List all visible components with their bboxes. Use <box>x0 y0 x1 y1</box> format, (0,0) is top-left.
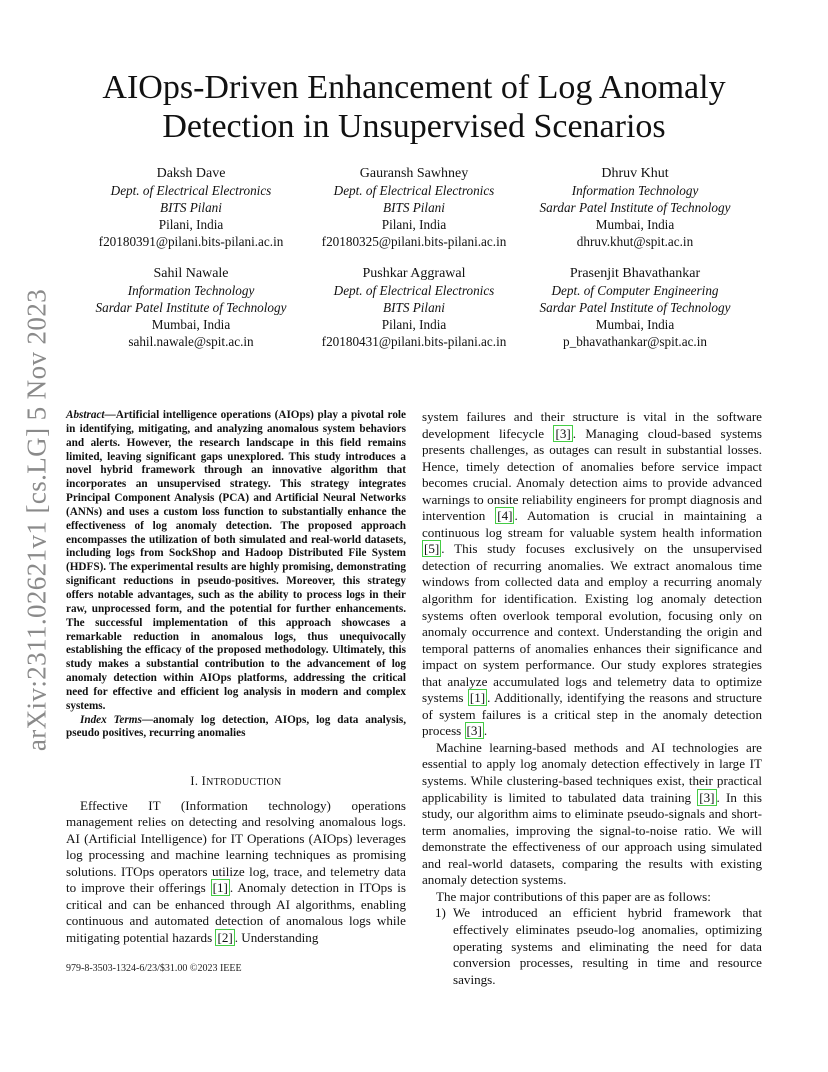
citation-link[interactable]: [4] <box>497 508 513 524</box>
text-run: system failures and their structure is vital in the software development lifecycle <box>422 409 762 441</box>
citation-link[interactable]: [5] <box>424 541 440 557</box>
copyright-footnote: 979-8-3503-1324-6/23/$31.00 ©2023 IEEE <box>66 963 242 974</box>
author-location: Mumbai, India <box>151 317 231 332</box>
author-name: Dhruv Khut <box>601 166 669 181</box>
text-run: . This study focuses exclusively on the unsupervised detection of recurring anomalies. We extract anomalous time windows from collected data and employ a recurring anomaly algorithm for identification. Existing log anomaly detection systems often overlook temporal evolution, focusing only on anomaly occurrence and context. Understanding the origin and temporal patterns of anomalies enhances their significance and impact on system performance. Our study explores strategies that analyze accumulated logs and telemetry data to optimize systems <box>422 541 762 706</box>
author-email[interactable]: f20180431@pilani.bits-pilani.ac.in <box>321 334 507 349</box>
intro-paragraph <box>66 798 406 947</box>
abstract-paragraph <box>66 409 406 714</box>
author-institution: Sardar Patel Institute of Technology <box>539 300 731 315</box>
author-block <box>66 265 316 350</box>
author-email[interactable]: sahil.nawale@spit.ac.in <box>128 334 254 349</box>
author-name: Pushkar Aggrawal <box>362 266 466 281</box>
author-institution: BITS Pilani <box>383 300 445 315</box>
author-name: Daksh Dave <box>156 166 226 181</box>
arxiv-identifier-text: arXiv:2311.02621v1 [cs.LG] 5 Nov 2023 <box>21 288 52 752</box>
author-dept: Dept. of Electrical Electronics <box>333 183 495 198</box>
text-run: . Anomaly detection in ITOps is critical and can be enhanced through AI algorithms, enabling continuous and automated detection of anomalous logs while mitigating potential hazards <box>66 880 406 945</box>
introduction-left-column <box>66 764 406 946</box>
author-institution: BITS Pilani <box>160 200 222 215</box>
text-run: . <box>483 723 488 739</box>
author-email[interactable]: p_bhavathankar@spit.ac.in <box>563 334 707 349</box>
paper-title: AIOps-Driven Enhancement of Log Anomaly Detection in Unsupervised Scenarios <box>102 69 726 145</box>
author-institution: Sardar Patel Institute of Technology <box>95 300 287 315</box>
abstract-label: Abstract <box>66 409 105 421</box>
author-name: Gauransh Sawhney <box>359 166 469 181</box>
list-item <box>422 905 762 988</box>
index-terms-text: —anomaly log detection, AIOps, log data analysis, pseudo positives, recurring anomalies <box>66 713 406 740</box>
author-dept: Information Technology <box>571 183 699 198</box>
author-dept: Information Technology <box>127 283 255 298</box>
section-heading-introduction <box>66 773 406 792</box>
citation-link[interactable]: [3] <box>699 789 715 805</box>
section-number: I. <box>190 774 199 788</box>
text-run: Machine learning-based methods and AI technologies are essential to apply log anomaly detection effectively in large IT systems. While clustering-based techniques exist, their practical applicability is limited to tabulated data training <box>422 739 762 805</box>
text-run: Effective IT (Information technology) operations management relies on detecting and resolving anomalous logs. AI (Artificial Intelligence) for IT Operations (AIOps) leverages log processing and machine learning techniques as promising solutions. ITOps operators utilize log, trace, and telemetry data to improve their offerings <box>66 797 406 896</box>
abstract-text: —Artificial intelligence operations (AIOps) play a pivotal role in identifying, mitigating, and analyzing anomalous system behaviors and alerts. However, the research landscape in this field remains limited, leaving significant gaps unexplored. This study introduces a novel hybrid framework through an innovative algorithm that incorporates an unsupervised strategy. This strategy integrates Principal Component Analysis (PCA) and Artificial Neural Networks (ANNs) and uses a custom loss function to substantially enhance the effectiveness of log anomaly detection. The proposed approach encompasses the utilization of both simulated and real-world datasets, including logs from SockShop and Hadoop Distributed File System (HDFS). The experimental results are highly promising, demonstrating significant reductions in pseudo-positives. Moreover, this strategy offers notable advantages, such as the ability to process logs in their raw, unprocessed form, and the potential for further enhancements. The successful implementation of this approach showcases a remarkable reduction in anomalous logs, thus unequivocally establishing the efficacy of the proposed methodology. Ultimately, this study makes a substantial contribution to the advancement of log anomaly detection within AIOps platforms, addressing the critical need for effective and efficient log analysis in modern and complex systems. <box>66 409 406 712</box>
author-location: Pilani, India <box>381 217 447 232</box>
author-email[interactable]: dhruv.khut@spit.ac.in <box>576 234 694 249</box>
author-dept: Dept. of Electrical Electronics <box>333 283 495 298</box>
author-dept: Dept. of Electrical Electronics <box>110 183 272 198</box>
list-item-number: 1) <box>435 905 446 921</box>
author-email[interactable]: f20180325@pilani.bits-pilani.ac.in <box>321 234 507 249</box>
author-institution: BITS Pilani <box>383 200 445 215</box>
author-location: Mumbai, India <box>595 317 675 332</box>
author-dept: Dept. of Computer Engineering <box>551 283 719 298</box>
section-title-rest: NTRODUCTION <box>206 777 282 788</box>
author-institution: Sardar Patel Institute of Technology <box>539 200 731 215</box>
text-run: . Managing cloud-based systems presents challenges, as outages can result in substantial losses. Hence, timely detection of anomalies before service impact becomes crucial. Anomaly detection aims to provide advanced warnings to onsite reliability engineers for prompt diagnosis and intervention <box>422 425 762 524</box>
author-block <box>66 165 316 250</box>
right-column <box>422 409 762 988</box>
index-terms-label: Index Terms <box>80 713 142 726</box>
citation-link[interactable]: [3] <box>466 723 482 739</box>
author-block <box>510 265 760 350</box>
contributions-intro: The major contributions of this paper are as follows: <box>436 888 711 904</box>
author-location: Mumbai, India <box>595 217 675 232</box>
author-name: Prasenjit Bhavathankar <box>569 266 701 281</box>
author-block <box>289 165 539 250</box>
text-run: . Additionally, identifying the reasons and structure of system failures is a critical step in the anomaly detection process <box>422 690 762 739</box>
text-run: . Automation is crucial in maintaining a continuous log stream for valuable system health information <box>422 508 763 540</box>
author-location: Pilani, India <box>381 317 447 332</box>
citation-link[interactable]: [3] <box>555 425 571 441</box>
index-terms-paragraph <box>66 714 406 742</box>
author-name: Sahil Nawale <box>153 266 229 281</box>
text-run: . Understanding <box>234 929 319 945</box>
abstract-section <box>66 409 406 741</box>
intro-paragraph-continued <box>422 409 762 740</box>
section-title-initial: I <box>201 774 207 788</box>
text-run: . In this study, our algorithm aims to eliminate pseudo-signals and short-term anomalies, improving the signal-to-noise ratio. We will demonstrate the effectiveness of our approach using simulated and real-world datasets, comparing the results with existing anomaly detection systems. <box>422 789 762 888</box>
arxiv-identifier-stamp <box>20 285 54 755</box>
citation-link[interactable]: [1] <box>469 690 486 706</box>
author-email[interactable]: f20180391@pilani.bits-pilani.ac.in <box>98 234 284 249</box>
author-block <box>289 265 539 350</box>
intro-paragraph <box>422 740 762 889</box>
list-item-text: We introduced an efficient hybrid framework that effectively eliminates pseudo-log anomalies, optimizing operating systems and eliminating the need for data conversion processes, resulting in time and resource savings. <box>453 905 762 987</box>
author-location: Pilani, India <box>158 217 224 232</box>
citation-link[interactable]: [2] <box>217 929 233 945</box>
citation-link[interactable]: [1] <box>212 880 228 896</box>
author-block <box>510 165 760 250</box>
contributions-list <box>422 905 762 988</box>
